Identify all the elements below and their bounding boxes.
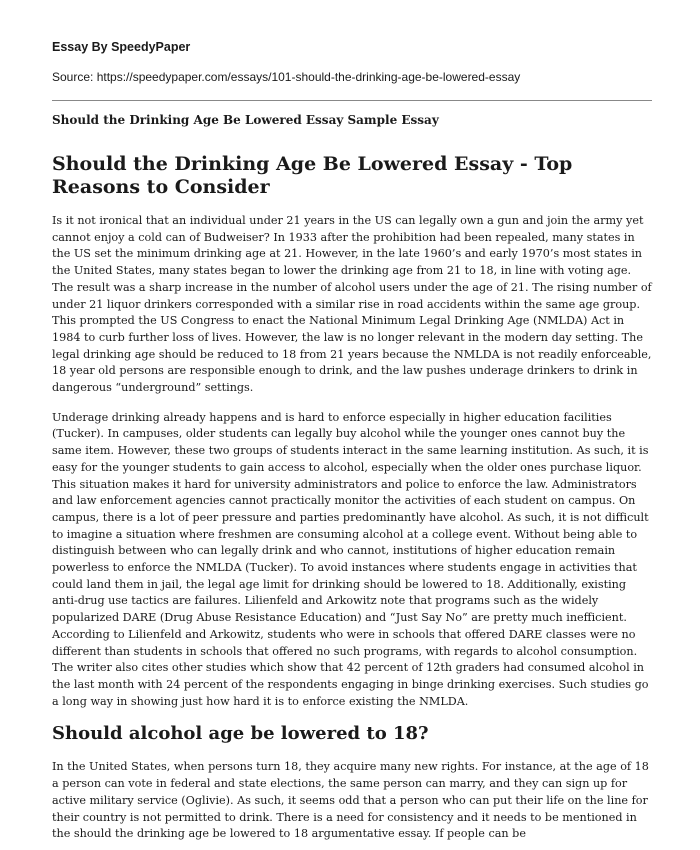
document-subtitle: Should the Drinking Age Be Lowered Essay Sample Essay — [52, 113, 439, 127]
brand-label: Essay By SpeedyPaper — [52, 40, 191, 54]
paragraph-intro: Is it not ironical that an individual under 21 years in the US can legally own a gun and join the army yet cannot enjoy a cold can of Budweiser? In 1933 after the prohibition had been repealed, many states in the US set the minimum drinking age at 21. However, in the late 1960’s and early 1970’s most states in the United States, many states began to lower the drinking age from 21 to 18, in line with voting age. The result was a sharp increase in the number of alcohol users under the age of 21. The rising number of under 21 liquor drinkers corresponded with a similar rise in road accidents within the same age group. This prompted the US Congress to enact the National Minimum Legal Drinking Age (NMLDA) Act in 1984 to curb further loss of lives. However, the law is no longer relevant in the modern day setting. The legal drinking age should be reduced to 18 from 21 years because the NMLDA is not readily enforceable, 18 year old persons are responsible enough to drink, and the law pushes underage drinkers to drink in dangerous “underground” settings. — [52, 214, 652, 395]
paragraph-enforcement: Underage drinking already happens and is hard to enforce especially in higher education facilities (Tucker). In campuses, older students can legally buy alcohol while the younger ones cannot buy the same item. However, these two groups of students interact in the same learning institution. As such, it is easy for the younger students to gain access to alcohol, especially when the older ones purchase liquor. This situation makes it hard for university administrators and police to enforce the law. Administrators and law enforcement agencies cannot practically monitor the activities of each student on campus. On campus, there is a lot of peer pressure and parties predominantly have alcohol. As such, it is not difficult to imagine a situation where freshmen are consuming alcohol at a college event. Without being able to distinguish between who can legally drink and who cannot, institutions of higher education remain powerless to enforce the NMLDA (Tucker). To avoid instances where students engage in activities that could land them in jail, the legal age limit for drinking should be lowered to 18. Additionally, existing anti-drug use tactics are failures. Lilienfeld and Arkowitz note that programs such as the widely popularized DARE (Drug Abuse Resistance Education) and “Just Say No” are pretty much inefficient. According to Lilienfeld and Arkowitz, students who were in schools that offered DARE classes were no different than students in schools that offered no such programs, with regards to alcohol consumption. The writer also cites other studies which show that 42 percent of 12th graders had consumed alcohol in the last month with 24 percent of the respondents engaging in binge drinking exercises. Such studies go a long way in showing just how hard it is to enforce existing the NMLDA. — [52, 410, 649, 708]
essay-title: Should the Drinking Age Be Lowered Essay - Top Reasons to Consider — [52, 153, 573, 198]
source-line: Source: https://speedypaper.com/essays/101-should-the-drinking-age-be-lowered-essay — [52, 70, 521, 84]
section-heading: Should alcohol age be lowered to 18? — [52, 723, 429, 745]
paragraph-rights: In the United States, when persons turn 18, they acquire many new rights. For instance, at the age of 18 a person can vote in federal and state elections, the same person can marry, and they can sign up for active military service (Oglivie). As such, it seems odd that a person who can put their life on the line for their country is not permitted to drink. There is a need for consistency and it needs to be mentioned in the should the drinking age be lowered to 18 argumentative essay. If people can be — [52, 760, 649, 841]
header-divider — [52, 100, 652, 101]
